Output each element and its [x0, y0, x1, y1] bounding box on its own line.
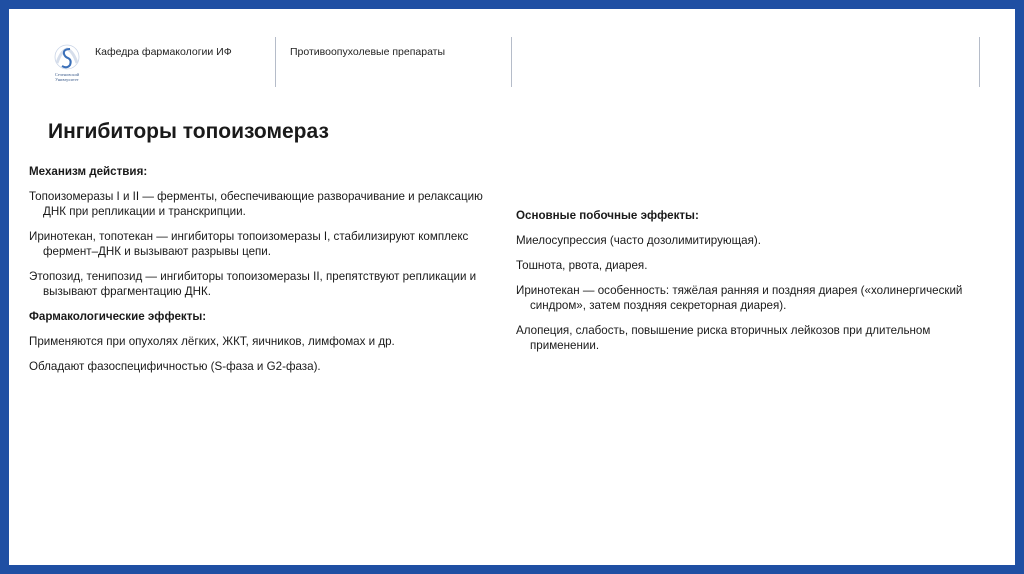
paragraph: Этопозид, тенипозид — ингибиторы топоизомеразы II, препятствуют репликации и вызывают фрагментацию ДНК. [29, 270, 477, 298]
section-heading-side-effects: Основные побочные эффекты: [516, 209, 699, 222]
paragraph: Обладают фазоспецифичностью (S-фаза и G2-фаза). [29, 360, 321, 373]
paragraph: Тошнота, рвота, диарея. [516, 259, 648, 272]
university-emblem-icon [45, 43, 89, 73]
page-title: Ингибиторы топоизомераз [48, 120, 329, 143]
paragraph: Топоизомеразы I и II — ферменты, обеспечивающие разворачивание и релаксацию ДНК при репликации и транскрипции. [29, 190, 483, 218]
university-logo [45, 43, 89, 93]
logo-text [41, 72, 93, 82]
slide [9, 9, 1015, 565]
paragraph: Алопеция, слабость, повышение риска вторичных лейкозов при длительном применении. [516, 324, 931, 352]
section-heading-effects: Фармакологические эффекты: [29, 310, 207, 323]
paragraph: Иринотекан — особенность: тяжёлая ранняя и поздняя диарея («холинергический синдром», затем поздняя секреторная диарея). [516, 284, 963, 312]
header-divider [979, 37, 980, 87]
right-column [516, 208, 986, 363]
header-topic: Противоопухолевые препараты [290, 46, 446, 58]
header-department: Кафедра фармакологии ИФ [95, 46, 232, 58]
paragraph: Применяются при опухолях лёгких, ЖКТ, яичников, лимфомах и др. [29, 335, 395, 348]
section-heading-mechanism: Механизм действия: [29, 165, 148, 178]
logo-line-2: Университет [55, 77, 79, 82]
left-column [29, 164, 504, 384]
paragraph: Миелосупрессия (часто дозолимитирующая). [516, 234, 761, 247]
header-divider [275, 37, 276, 87]
paragraph: Иринотекан, топотекан — ингибиторы топоизомеразы I, стабилизируют комплекс фермент–ДНК и вызывают разрывы цепи. [29, 230, 469, 258]
logo-line-1: Сеченовский [54, 72, 80, 77]
header-divider [511, 37, 512, 87]
